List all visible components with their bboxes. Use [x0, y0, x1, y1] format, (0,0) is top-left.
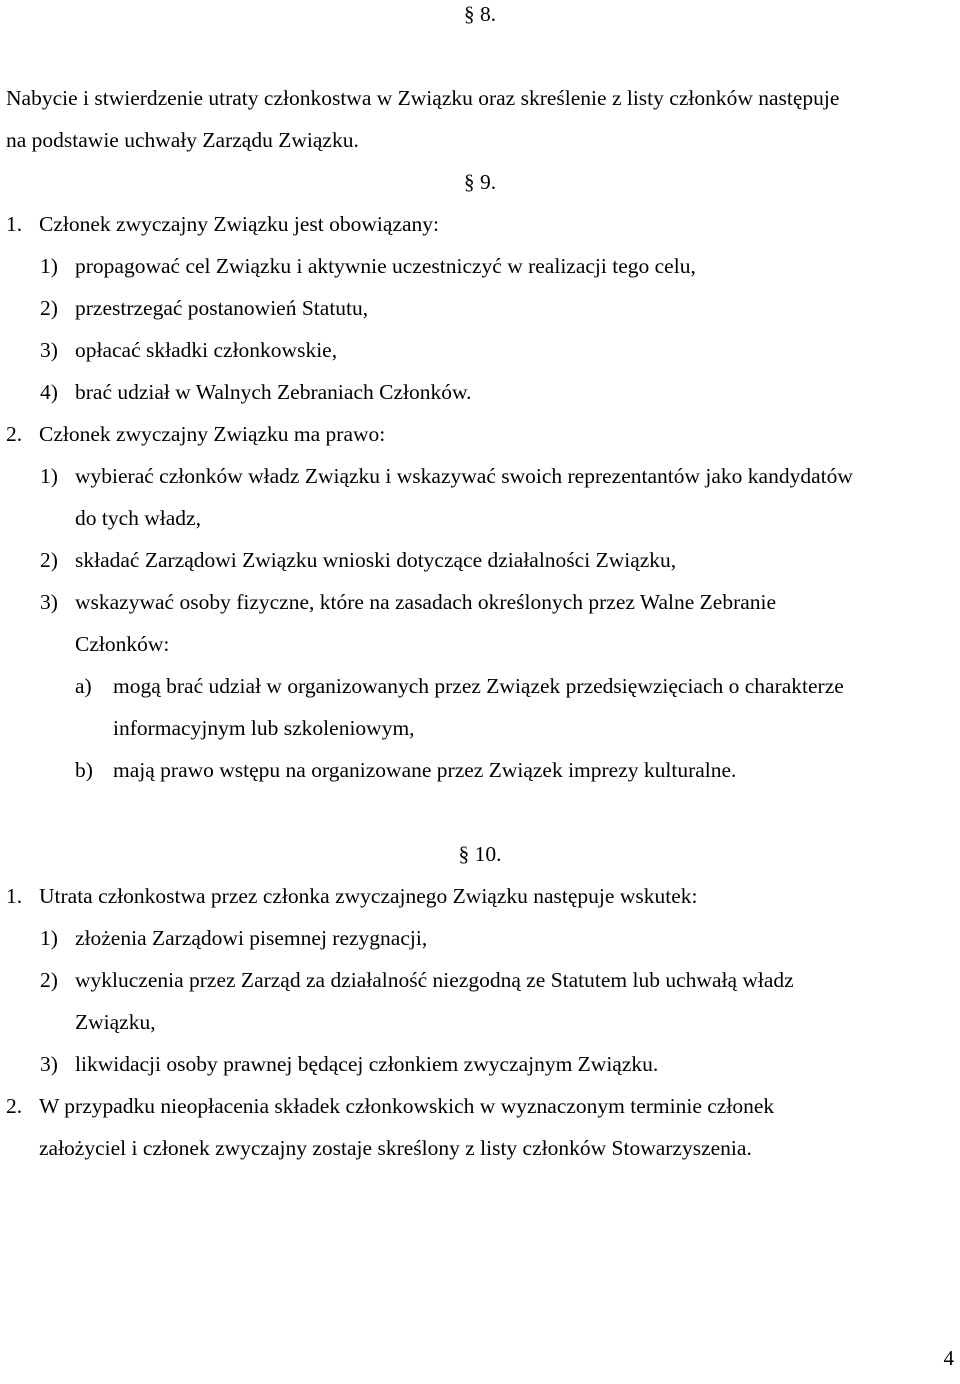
point-number: 1.: [6, 212, 23, 236]
sub-item-text: mogą brać udział w organizowanych przez Związek przedsięwzięciach o charakterze: [113, 674, 844, 698]
list-item: [40, 464, 853, 488]
point-text: Członek zwyczajny Związku jest obowiązany:: [39, 212, 439, 236]
item-text-continued: Związku,: [75, 1010, 156, 1034]
list-item: [40, 590, 777, 614]
item-number: 1): [40, 464, 58, 488]
sub-item-letter: a): [75, 674, 92, 698]
item-number: 2): [40, 968, 58, 992]
paragraph-line: Nabycie i stwierdzenie utraty członkostwa w Związku oraz skreślenie z listy członków następuje: [6, 86, 840, 110]
paragraph-line: na podstawie uchwały Zarządu Związku.: [6, 128, 359, 152]
item-number: 3): [40, 1052, 58, 1076]
section-heading-9: § 9.: [463, 170, 497, 194]
point-number: 2.: [6, 422, 23, 446]
item-text: przestrzegać postanowień Statutu,: [75, 296, 369, 320]
sub-item-text-continued: informacyjnym lub szkoleniowym,: [113, 716, 415, 740]
list-item: [40, 338, 338, 362]
point-2: [6, 422, 386, 446]
item-text-continued: Członków:: [75, 632, 170, 656]
point-number: 2.: [6, 1094, 23, 1118]
item-number: 4): [40, 380, 58, 404]
item-number: 2): [40, 548, 58, 572]
item-text: opłacać składki członkowskie,: [75, 338, 338, 362]
item-text: złożenia Zarządowi pisemnej rezygnacji,: [75, 926, 428, 950]
list-item: [40, 926, 428, 950]
list-item: [40, 968, 794, 992]
list-item: [40, 254, 696, 278]
list-item: [40, 380, 472, 404]
sub-item-text: mają prawo wstępu na organizowane przez Związek imprezy kulturalne.: [113, 758, 737, 782]
section-heading-10: § 10.: [458, 842, 502, 866]
sub-item: [75, 758, 737, 782]
item-text: wykluczenia przez Zarząd za działalność niezgodną ze Statutem lub uchwałą władz: [75, 968, 794, 992]
item-text: wybierać członków władz Związku i wskazywać swoich reprezentantów jako kandydatów: [75, 464, 853, 488]
item-text: propagować cel Związku i aktywnie uczestniczyć w realizacji tego celu,: [75, 254, 696, 278]
list-item: [40, 548, 677, 572]
item-number: 3): [40, 338, 58, 362]
point-text: Utrata członkostwa przez członka zwyczajnego Związku następuje wskutek:: [39, 884, 698, 908]
item-text: likwidacji osoby prawnej będącej członkiem zwyczajnym Związku.: [75, 1052, 659, 1076]
point-1: [6, 884, 698, 908]
point-number: 1.: [6, 884, 23, 908]
item-number: 1): [40, 926, 58, 950]
point-text-continued: założyciel i członek zwyczajny zostaje skreślony z listy członków Stowarzyszenia.: [39, 1136, 752, 1160]
point-2: [6, 1094, 775, 1118]
item-text-continued: do tych władz,: [75, 506, 201, 530]
point-text: Członek zwyczajny Związku ma prawo:: [39, 422, 386, 446]
list-item: [40, 1052, 659, 1076]
point-1: [6, 212, 439, 236]
list-item: [40, 296, 369, 320]
section-heading-8: § 8.: [463, 2, 497, 26]
item-text: brać udział w Walnych Zebraniach Członków.: [75, 380, 472, 404]
sub-item: [75, 674, 844, 698]
item-number: 3): [40, 590, 58, 614]
item-text: wskazywać osoby fizyczne, które na zasadach określonych przez Walne Zebranie: [75, 590, 777, 614]
item-number: 1): [40, 254, 58, 278]
item-text: składać Zarządowi Związku wnioski dotyczące działalności Związku,: [75, 548, 677, 572]
page-number: 4: [943, 1346, 954, 1370]
item-number: 2): [40, 296, 58, 320]
point-text: W przypadku nieopłacenia składek członkowskich w wyznaczonym terminie członek: [39, 1094, 775, 1118]
sub-item-letter: b): [75, 758, 93, 782]
